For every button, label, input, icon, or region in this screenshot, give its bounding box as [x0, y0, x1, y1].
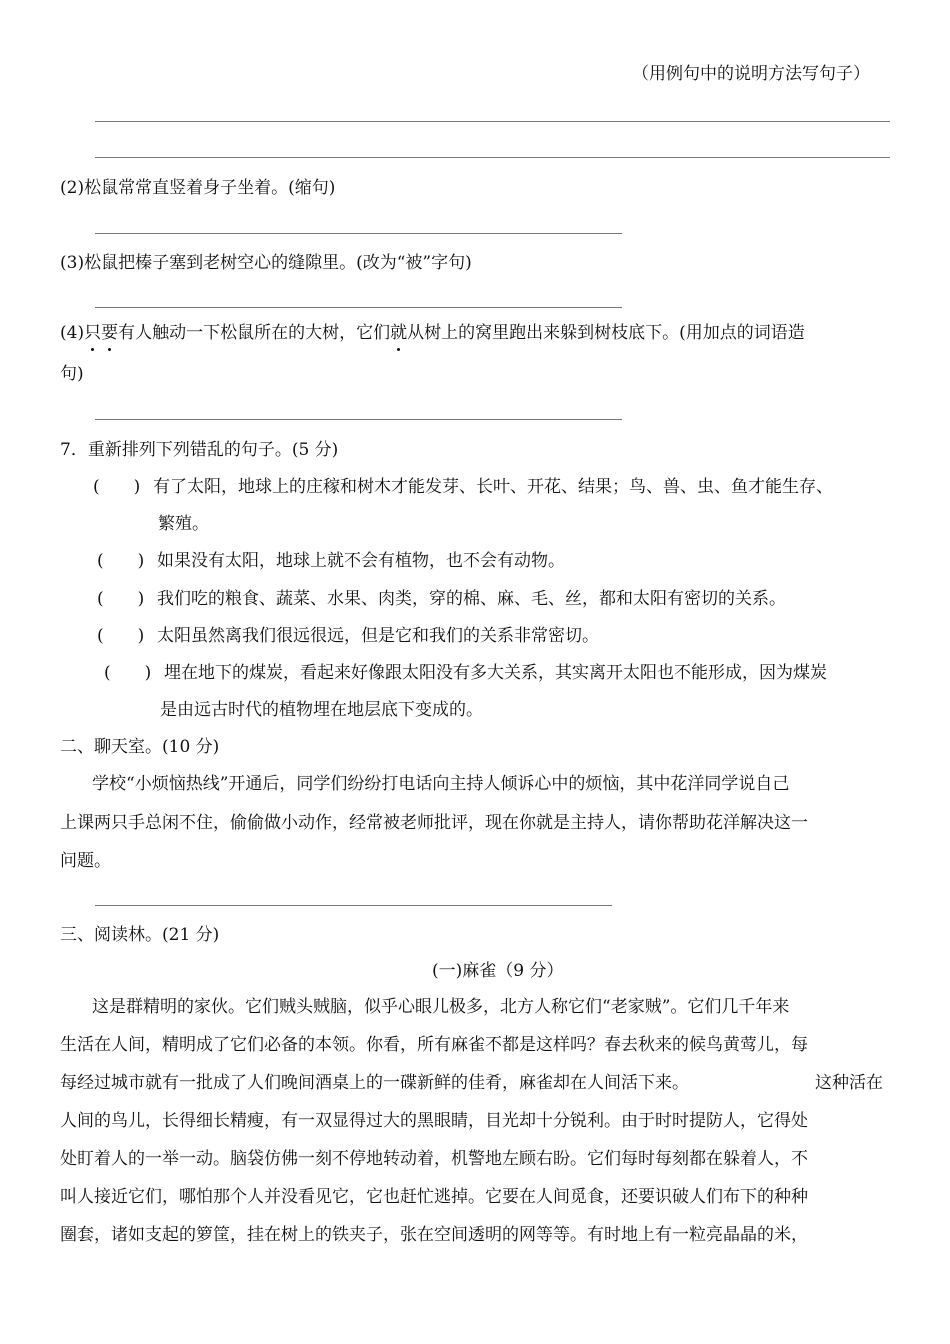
order-blank[interactable]: ( ) [97, 551, 145, 571]
passage-line: 人间的鸟儿，长得细长精瘦，有一双显得过大的黑眼睛，目光却十分锐利。由于时时提防人，它得处 [60, 1111, 808, 1131]
order-blank[interactable]: ( ) [104, 663, 152, 683]
order-blank[interactable]: ( ) [97, 626, 145, 646]
answer-line[interactable] [95, 233, 622, 234]
emphasis-char: 只 [84, 323, 102, 343]
order-blank[interactable]: ( ) [93, 477, 141, 497]
passage-line: 叫人接近它们，哪怕那个人并没看见它，它也赶忙逃掉。它要在人间觅食，还要识破人们布下的种种 [60, 1187, 808, 1207]
passage-line: 生活在人间，精明成了它们必备的本领。你看，所有麻雀不都是这样吗？春去秋来的候鸟黄莺儿，每 [60, 1035, 808, 1055]
question-item-3: (3)松鼠把榛子塞到老树空心的缝隙里。(改为“被”字句) [60, 253, 472, 273]
question-item-4: (4)只要有人触动一下松鼠所在的大树，它们就从树上的窝里跑出来躲到树枝底下。(用加点的词语造 [60, 323, 805, 343]
passage-line: 这是群精明的家伙。它们贼头贼脑，似乎心眼儿极多，北方人称它们“老家贼”。它们几千年来 [92, 997, 790, 1017]
answer-line[interactable] [95, 419, 622, 420]
question-item-4-cont: 句) [60, 364, 84, 384]
hint-text: （用例句中的说明方法写句子） [632, 64, 870, 84]
section-2-paragraph: 学校“小烦恼热线”开通后，同学们纷纷打电话向主持人倾诉心中的烦恼，其中花洋同学说自己 [92, 774, 790, 794]
section-2-title: 二、聊天室。(10 分) [60, 737, 220, 757]
order-blank[interactable]: ( ) [97, 589, 145, 609]
section-2-paragraph: 上课两只手总闲不住，偷偷做小动作，经常被老师批评，现在你就是主持人，请你帮助花洋解决这一 [60, 813, 808, 833]
emphasis-char: 要 [101, 323, 119, 343]
question-item-2: (2)松鼠常常直竖着身子坐着。(缩句) [60, 178, 336, 198]
answer-line[interactable] [95, 121, 890, 122]
answer-line[interactable] [95, 905, 612, 906]
emphasis-char: 就 [390, 323, 408, 343]
section-3-title: 三、阅读林。(21 分) [60, 925, 220, 945]
section-2-paragraph: 问题。 [60, 851, 111, 871]
answer-line[interactable] [95, 307, 622, 308]
sentence-2: ( ) 如果没有太阳，地球上就不会有植物，也不会有动物。 [97, 551, 565, 571]
passage-line: 处盯着人的一举一动。脑袋仿佛一刻不停地转动着，机警地左顾右盼。它们每时每刻都在躲着人，不 [60, 1149, 808, 1169]
sentence-4: ( ) 太阳虽然离我们很远很远，但是它和我们的关系非常密切。 [97, 626, 599, 646]
sentence-1: ( ) 有了太阳，地球上的庄稼和树木才能发芽、长叶、开花、结果；鸟、兽、虫、鱼才能生存、 [93, 477, 833, 497]
sentence-5-cont: 是由远古时代的植物埋在地层底下变成的。 [160, 700, 483, 720]
sentence-1-cont: 繁殖。 [158, 514, 209, 534]
passage-line: 圈套，诸如支起的箩筐，挂在树上的铁夹子，张在空间透明的网等等。有时地上有一粒亮晶晶的米， [60, 1225, 808, 1245]
passage-line: 每经过城市就有一批成了人们晚间酒桌上的一碟新鲜的佳肴，麻雀却在人间活下来。 [60, 1073, 689, 1093]
sentence-5: ( ) 埋在地下的煤炭，看起来好像跟太阳没有多大关系，其实离开太阳也不能形成，因为煤炭 [104, 663, 827, 683]
answer-line[interactable] [95, 157, 890, 158]
question-7-title: 7．重新排列下列错乱的句子。(5 分) [60, 440, 339, 460]
passage-title: (一)麻雀（9 分） [432, 961, 564, 981]
passage-line: 这种活在 [815, 1073, 883, 1093]
sentence-3: ( ) 我们吃的粮食、蔬菜、水果、肉类，穿的棉、麻、毛、丝，都和太阳有密切的关系。 [97, 589, 786, 609]
